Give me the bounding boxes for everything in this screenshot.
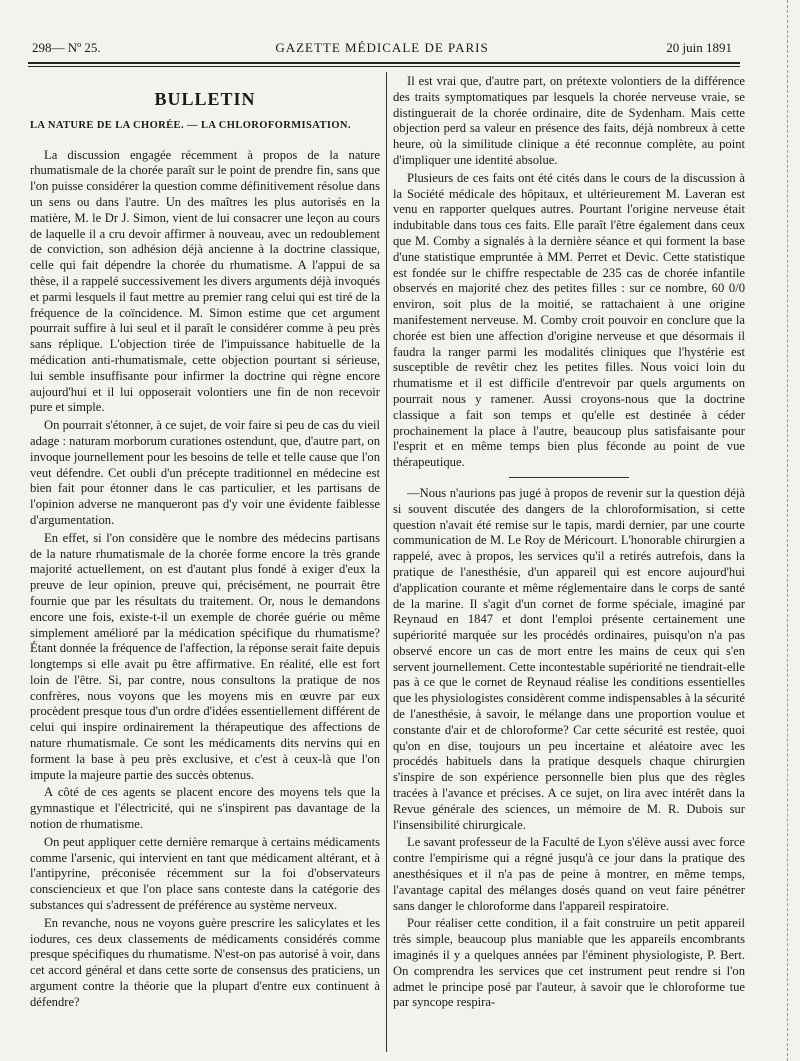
paragraph: On peut appliquer cette dernière remarque à certains médicaments comme l'arsenic, qui intervient en tant que médicament altérant, et à l'antipyrine, préconisée récemment sur la foi d'observateurs consciencieux et que l'on place sans conteste dans la catégorie des substances qui s'adressent de préférence au système nerveux. — [30, 834, 380, 913]
column-divider — [386, 72, 387, 1052]
header-rule-thin — [28, 66, 740, 67]
paragraph: Le savant professeur de la Faculté de Lyon s'élève aussi avec force contre l'empirisme qui a régné jusqu'à ce jour dans la pratique des anesthésiques et il n'a pas de peine à montrer, en même temps, l'avantage capital des mélanges dosés quand on veut faire pénétrer sans danger le chloroforme dans l'appareil respiratoire. — [393, 835, 745, 913]
paragraph: Plusieurs de ces faits ont été cités dans le cours de la discussion à la Société médicale des hôpitaux, et ultérieurement M. Laveran est venu en rapporter quelques autres. Pourtant l'origine nerveuse était indubitable dans tous ces faits. Elle paraît l'être également dans ceux que M. Comby a signalés à la dernière séance et qui forment la base d'une statistique empruntée à MM. Perret et Devic. Cette statistique est fondée sur le chiffre respectable de 235 cas de chorée infantile observés en majorité chez des petites filles : sur ce nombre, 60 0/0 environ, soit plus de la moitié, se rattachaient à une origine manifestement nerveuse. M. Comby croit pouvoir en conclure que la chorée est bien une affection d'origine nerveuse et que désormais il faudra la ranger parmi les modalités cliniques que l'hystérie est susceptible de revêtir chez les petites filles. Nous voici loin du rhumatisme et il est difficile d'entrevoir par quels arguments on pourrait nous y ramener. Aussi croyons-nous que la doctrine classique a fait son temps et qu'elle est destinée à céder prochainement la place à l'autre, beaucoup plus satisfaisante pour l'esprit et en même temps bien plus féconde au point de vue thérapeutique. — [393, 170, 745, 470]
left-column — [30, 74, 380, 1013]
paragraph: On pourrait s'étonner, à ce sujet, de voir faire si peu de cas du vieil adage : naturam morborum curationes ostendunt, que, d'autre part, on invoque journellement pour les besoins de telle et telle cause que l'on veut défendre. Cet oubli d'un précepte traditionnel en médecine est bien fait pour étonner dans le cas particulier, et les partisans de l'opinion adverse ne manqueront pas d'y voir une évidente faiblesse d'argumentation. — [30, 418, 380, 527]
section-separator — [509, 477, 629, 478]
right-column — [393, 74, 745, 1013]
header-rule — [28, 62, 740, 64]
journal-title: GAZETTE MÉDICALE DE PARIS — [275, 40, 489, 55]
page-number: 298— Nº 25. — [32, 40, 101, 55]
paragraph: Pour réaliser cette condition, il a fait construire un petit appareil très simple, beaucoup plus maniable que les appareils encombrants imaginés il y a quelques années par l'éminent physiologiste, P. Bert. On comprendra les services que cet instrument peut rendre si l'on admet le principe posé par l'auteur, à savoir que le chloroforme tue par syncope respira- — [393, 916, 745, 1010]
paragraph: Il est vrai que, d'autre part, on prétexte volontiers de la différence des traits symptomatiques par lesquels la chorée nerveuse vraie, se distinguerait de la chorée ordinaire, dite de Sydenham. Mais cette objection perd sa valeur en présence des faits, déjà nombreux à cette heure, où la similitude clinique a été reconnue complète, au point d'impliquer une identité absolue. — [393, 74, 745, 167]
paragraph: —Nous n'aurions pas jugé à propos de revenir sur la question déjà si souvent discutée des dangers de la chloroformisation, si cette question n'avait été remise sur le tapis, mardi dernier, par une courte communication de M. Le Roy de Méricourt. L'honorable chirurgien a rappelé, avec à propos, les services qu'il a retirés autrefois, dans la pratique de l'anesthésie, d'un appareil qui est encore aujourd'hui d'application courante et même réglementaire dans le corps de santé de la marine. Il s'agit d'un cornet de forme spéciale, imaginé par Reynaud en 1847 et dont l'emploi présente certainement une supériorité marquée sur les procédés ordinaires, puisqu'on n'a pas observé encore un cas de mort entre les mains de ceux qui s'en servent journellement. Cette incontestable supériorité ne tiendrait-elle pas à ce que le cornet de Reynaud réalise les conditions essentielles que les physiologistes considèrent comme indispensables à la sécurité de l'anesthésie, à savoir, le mélange dans une proportion voulue et constante d'air et de chloroforme? Car cette sécurité est restée, quoi qu'on en dise, toujours un peu incertaine et aléatoire avec les procédés habituels dans la pratique desquels chaque chirurgien s'inspire de son expérience personnelle bien plus que des règles tracées à l'avance et précises. A ce sujet, on lira avec intérêt dans la Revue générale des sciences, un mémoire de M. R. Dubois sur l'insensibilité chirurgicale. — [393, 485, 745, 832]
paragraph: A côté de ces agents se placent encore des moyens tels que la gymnastique et l'électricité, qui ne s'inspirent pas davantage de la notion de rhumatisme. — [30, 785, 380, 832]
article-subtitle: LA NATURE DE LA CHORÉE. — LA CHLOROFORMISATION. — [30, 119, 351, 131]
article-title: BULLETIN — [154, 89, 256, 109]
page-header — [32, 40, 732, 60]
paragraph: La discussion engagée récemment à propos de la nature rhumatismale de la chorée paraît sur le point de prendre fin, sans que l'on puisse considérer la question comme définitivement résolue dans un sens ou dans l'autre. Un des maîtres les plus autorisés en la matière, M. le Dr J. Simon, vient de lui consacrer une leçon au cours de laquelle il a cru devoir affirmer à nouveau, avec un redoublement de conviction, son adhésion déjà ancienne à la doctrine classique, celle qui fait dépendre la chorée du rhumatisme. A l'appui de sa thèse, il a rappelé successivement les divers arguments déjà invoqués et parmi lesquels il faut mettre au premier rang celui qui est tiré de la fréquence de la coïncidence. M. Simon estime que cet argument pourrait suffire à lui seul et il paraît le considérer comme à peu près sans réplique. L'objection tirée de l'impuissance habituelle de la médication anti-rhumatismale, cette objection pourtant si sérieuse, lui semble insuffisante pour infirmer la doctrine qui règne encore aujourd'hui et il lui opposerait volontiers une fin de non recevoir pure et simple. — [30, 147, 380, 415]
paragraph: En effet, si l'on considère que le nombre des médecins partisans de la nature rhumatismale de la chorée forme encore la très grande majorité actuellement, on est d'autant plus fondé à exiger d'eux la preuve de leur opinion, preuve qui, précisément, ne pourrait être fournie que par les résultats du traitement. Or, nous le demandons encore une fois, existe-t-il un exemple de chorée guérie ou même simplement amélioré par la médication spécifique du rhumatisme? Étant donnée la fréquence de l'affection, la réponse serait faite depuis longtemps si elle avait pu être affirmative. En réalité, elle est fort loin de l'être. Si, par contre, nous consultons la pratique de nos confrères, nous voyons que les moyens mis en œuvre par eux procèdent presque tous d'un ordre d'idées essentiellement différent de celui qui inspire ordinairement la thérapeutique des affections de nature rhumatismale. Ce sont les médicaments dits nervins qui en forment la base à peu près exclusive, et c'est à ceux-là que l'on impute la majeure partie des succès obtenus. — [30, 530, 380, 782]
paragraph: En revanche, nous ne voyons guère prescrire les salicylates et les iodures, ces deux classements de médicaments considérés comme presque spécifiques du rhumatisme. N'est-on pas autorisé à voir, dans cet accord général et dans cette sorte de consensus des praticiens, un argument contre la théorie que la plupart d'entre eux continuent à défendre? — [30, 915, 380, 1009]
issue-date: 20 juin 1891 — [666, 40, 732, 55]
page-edge — [787, 0, 788, 1061]
